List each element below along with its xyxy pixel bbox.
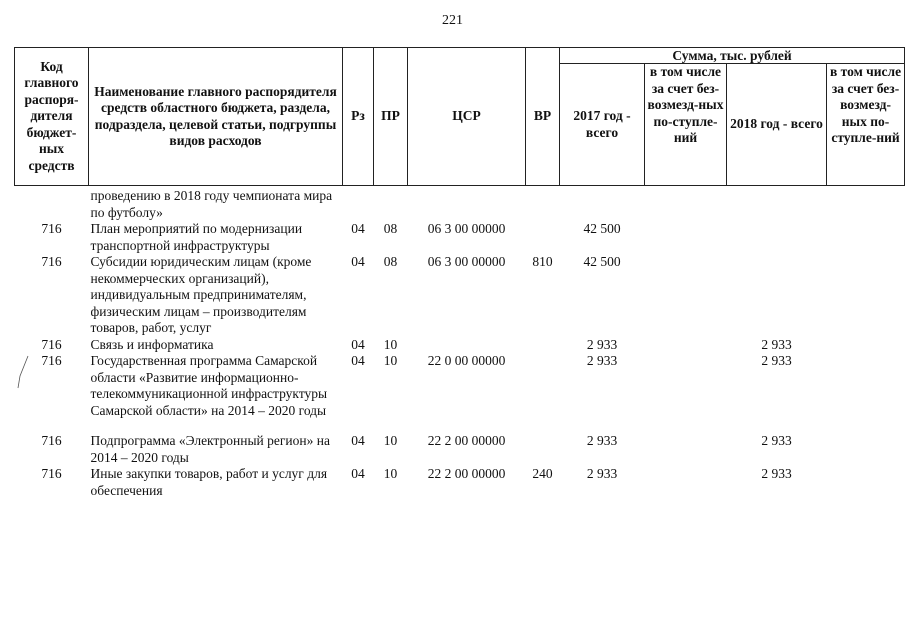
sum-2017-cell: 2 933 <box>586 466 618 481</box>
header-name: Наименование главного распорядителя средств областного бюджета, раздела, подраздела, целевой статьи, подгруппы видов расходов <box>89 48 343 186</box>
pr-cell: 10 <box>383 433 398 448</box>
gratuitous-2018-cell <box>827 254 905 337</box>
rz-cell: 04 <box>351 336 365 352</box>
header-2017-total: 2017 год - всего <box>560 64 645 186</box>
sum-2018-cell: 2 933 <box>761 353 792 368</box>
vr-cell <box>526 353 560 433</box>
sum-2017-cell: 2 933 <box>586 433 618 448</box>
vr-cell: 240 <box>532 466 553 481</box>
code-cell: 716 <box>41 254 62 269</box>
budget-table <box>14 47 905 499</box>
gratuitous-2017-cell <box>645 186 727 222</box>
code-cell: 716 <box>41 353 62 368</box>
gratuitous-2018-cell <box>827 353 905 433</box>
header-2017-gratuitous: в том числе за счет без-возмезд-ных по-ступле-ний <box>645 64 727 186</box>
sum-2017-cell: 2 933 <box>586 336 618 352</box>
sum-2017-cell: 42 500 <box>583 221 621 236</box>
gratuitous-2018-cell <box>827 466 905 499</box>
csr-cell <box>408 337 526 354</box>
name-cell: проведению в 2018 году чемпионата мира по футболу» <box>90 188 333 220</box>
header-rz: Рз <box>343 48 374 186</box>
gratuitous-2017-cell <box>645 221 727 254</box>
sum-2018-cell: 2 933 <box>761 466 792 481</box>
page-number: 221 <box>442 13 463 28</box>
csr-cell: 22 2 00 00000 <box>427 466 506 481</box>
rz-cell <box>343 186 374 222</box>
table-row <box>15 186 905 222</box>
scan-pen-mark <box>16 354 30 390</box>
csr-cell: 22 0 00 00000 <box>427 353 506 368</box>
header-csr: ЦСР <box>408 48 526 186</box>
table-row <box>15 254 905 337</box>
gratuitous-2017-cell <box>645 337 727 354</box>
name-cell: План мероприятий по модернизации транспортной инфраструктуры <box>90 221 303 253</box>
rz-cell: 04 <box>351 433 365 448</box>
pr-cell <box>374 186 408 222</box>
gratuitous-2018-cell <box>827 221 905 254</box>
gratuitous-2017-cell <box>645 433 727 466</box>
budget-rows <box>15 186 905 500</box>
code-cell: 716 <box>41 466 62 481</box>
header-sum-group: Сумма, тыс. рублей <box>560 48 905 64</box>
header-2018-gratuitous: в том числе за счет без-возмезд-ных по-ступле-ний <box>827 64 905 186</box>
pr-cell: 10 <box>383 353 398 368</box>
name-cell: Субсидии юридическим лицам (кроме некоммерческих организаций), индивидуальным предпринимателям, физическим лицам – производителям товаров, работ, услуг <box>90 254 312 335</box>
code-cell <box>15 186 89 222</box>
vr-cell <box>526 337 560 354</box>
gratuitous-2017-cell <box>645 353 727 433</box>
sum-2018-cell <box>727 221 827 254</box>
gratuitous-2017-cell <box>645 254 727 337</box>
header-2018-total: 2018 год - всего <box>727 64 827 186</box>
sum-2017-cell <box>560 186 645 222</box>
sum-2017-cell: 42 500 <box>583 254 621 269</box>
csr-cell: 06 3 00 00000 <box>427 221 506 236</box>
pr-cell: 08 <box>383 221 398 236</box>
rz-cell: 04 <box>351 466 365 481</box>
sum-2018-cell: 2 933 <box>761 336 792 352</box>
rz-cell: 04 <box>351 221 365 236</box>
sum-2018-cell <box>727 186 827 222</box>
code-cell: 716 <box>41 336 62 352</box>
vr-cell: 810 <box>532 254 553 269</box>
rz-cell: 04 <box>351 254 365 269</box>
csr-cell <box>408 186 526 222</box>
table-row <box>15 433 905 466</box>
name-cell: Иные закупки товаров, работ и услуг для обеспечения <box>90 466 328 498</box>
code-cell: 716 <box>41 221 62 236</box>
header-code: Код главного распоря-дителя бюджет-ных средств <box>15 48 89 186</box>
name-cell: Подпрограмма «Электронный регион» на 2014 – 2020 годы <box>90 433 330 465</box>
gratuitous-2018-cell <box>827 433 905 466</box>
table-row <box>15 337 905 354</box>
sum-2018-cell: 2 933 <box>761 433 792 448</box>
name-cell: Связь и информатика <box>90 336 214 352</box>
table-row <box>15 221 905 254</box>
pr-cell: 10 <box>383 336 398 352</box>
gratuitous-2018-cell <box>827 186 905 222</box>
name-cell: Государственная программа Самарской области «Развитие информационно-телекоммуникационной инфраструктуры Самарской области» на 2014 – 2020 годы <box>90 353 328 418</box>
vr-cell <box>526 433 560 466</box>
sum-2018-cell <box>727 254 827 337</box>
gratuitous-2018-cell <box>827 337 905 354</box>
csr-cell: 06 3 00 00000 <box>427 254 506 269</box>
pr-cell: 10 <box>383 466 398 481</box>
table-row <box>15 466 905 499</box>
table-row <box>15 353 905 433</box>
header-pr: ПР <box>374 48 408 186</box>
pr-cell: 08 <box>383 254 398 269</box>
csr-cell: 22 2 00 00000 <box>427 433 506 448</box>
gratuitous-2017-cell <box>645 466 727 499</box>
code-cell: 716 <box>41 433 62 448</box>
vr-cell <box>526 221 560 254</box>
header-vr: ВР <box>526 48 560 186</box>
vr-cell <box>526 186 560 222</box>
sum-2017-cell: 2 933 <box>586 353 618 368</box>
rz-cell: 04 <box>351 353 365 368</box>
